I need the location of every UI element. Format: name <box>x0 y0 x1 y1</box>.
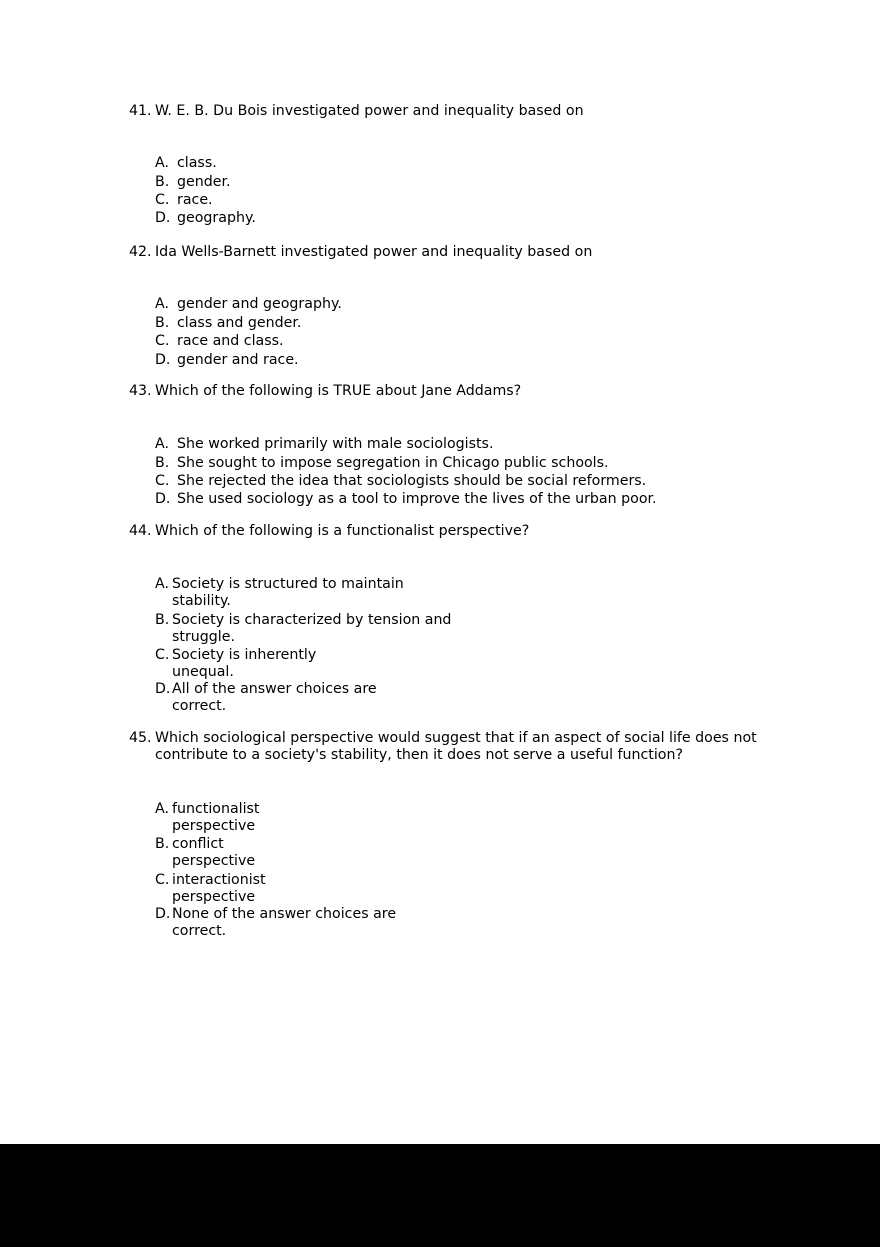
question-text: Which of the following is TRUE about Jane Addams? <box>155 383 522 399</box>
question-41 <box>129 103 779 227</box>
option-text: race and class. <box>177 333 284 349</box>
answer-option <box>155 436 779 455</box>
answer-option <box>155 491 779 508</box>
answer-option <box>155 647 779 682</box>
option-letter: A. <box>155 801 169 817</box>
answer-options <box>155 155 779 227</box>
option-text: Society is characterized by tension and struggle. <box>172 611 452 645</box>
option-letter: D. <box>155 491 171 507</box>
option-text: functionalist perspective <box>172 801 260 834</box>
question-number: 44. <box>129 523 152 539</box>
question-45 <box>129 730 779 940</box>
answer-option <box>155 192 779 210</box>
option-letter: A. <box>155 296 169 312</box>
answer-option <box>155 155 779 174</box>
question-text: Which of the following is a functionalist perspective? <box>155 523 530 539</box>
option-letter: C. <box>155 646 170 663</box>
answer-options <box>155 576 779 715</box>
option-letter: D. <box>155 210 171 226</box>
bottom-black-band <box>0 1144 880 1247</box>
answer-options <box>155 436 779 508</box>
option-letter: C. <box>155 192 170 208</box>
question-number: 41. <box>129 103 152 119</box>
answer-option <box>155 174 779 193</box>
option-letter: C. <box>155 871 170 888</box>
question-44 <box>129 523 779 715</box>
option-text: interactionist perspective <box>172 871 266 905</box>
answer-option <box>155 576 779 612</box>
option-letter: B. <box>155 454 170 471</box>
answer-option <box>155 473 779 492</box>
question-number: 45. <box>129 730 152 746</box>
option-text: She used sociology as a tool to improve the lives of the urban poor. <box>177 491 657 507</box>
answer-option <box>155 681 779 715</box>
option-text: race. <box>177 192 213 208</box>
option-text: geography. <box>177 210 256 226</box>
option-letter: A. <box>155 576 169 592</box>
question-42 <box>129 244 779 369</box>
option-letter: D. <box>155 681 171 697</box>
option-text: gender. <box>177 173 231 190</box>
option-text: gender and geography. <box>177 296 342 312</box>
option-text: Society is inherently unequal. <box>172 646 317 680</box>
option-text: gender and race. <box>177 351 299 368</box>
answer-option <box>155 872 779 907</box>
option-text: conflict perspective <box>172 836 256 869</box>
option-text: She worked primarily with male sociologists. <box>177 436 494 452</box>
option-letter: D. <box>155 351 171 368</box>
option-letter: D. <box>155 906 171 922</box>
option-text: Society is structured to maintain stability. <box>172 576 404 609</box>
answer-options <box>155 801 779 940</box>
option-letter: A. <box>155 155 169 171</box>
option-text: She sought to impose segregation in Chicago public schools. <box>177 454 609 471</box>
option-text: class and gender. <box>177 314 302 331</box>
option-letter: B. <box>155 173 170 190</box>
option-text: None of the answer choices are correct. <box>172 906 397 939</box>
answer-options <box>155 296 779 369</box>
question-text: Ida Wells-Barnett investigated power and inequality based on <box>155 244 593 260</box>
answer-option <box>155 315 779 334</box>
answer-option <box>155 836 779 872</box>
answer-option <box>155 333 779 352</box>
question-number: 42. <box>129 244 152 260</box>
answer-option <box>155 612 779 647</box>
option-letter: A. <box>155 436 169 452</box>
answer-option <box>155 801 779 836</box>
option-letter: C. <box>155 333 170 349</box>
option-letter: B. <box>155 314 170 331</box>
answer-option <box>155 455 779 473</box>
question-number: 43. <box>129 383 152 399</box>
option-text: All of the answer choices are correct. <box>172 681 377 714</box>
answer-option <box>155 210 779 227</box>
option-text: She rejected the idea that sociologists should be social reformers. <box>177 472 647 489</box>
option-text: class. <box>177 155 217 171</box>
option-letter: C. <box>155 472 170 489</box>
question-43 <box>129 383 779 508</box>
option-letter: B. <box>155 611 170 628</box>
answer-option <box>155 906 779 940</box>
question-text: Which sociological perspective would suggest that if an aspect of social life does not contribute to a society's stability, then it does not serve a useful function? <box>155 730 757 763</box>
option-letter: B. <box>155 836 170 852</box>
answer-option <box>155 352 779 369</box>
question-text: W. E. B. Du Bois investigated power and inequality based on <box>155 103 584 119</box>
answer-option <box>155 296 779 315</box>
